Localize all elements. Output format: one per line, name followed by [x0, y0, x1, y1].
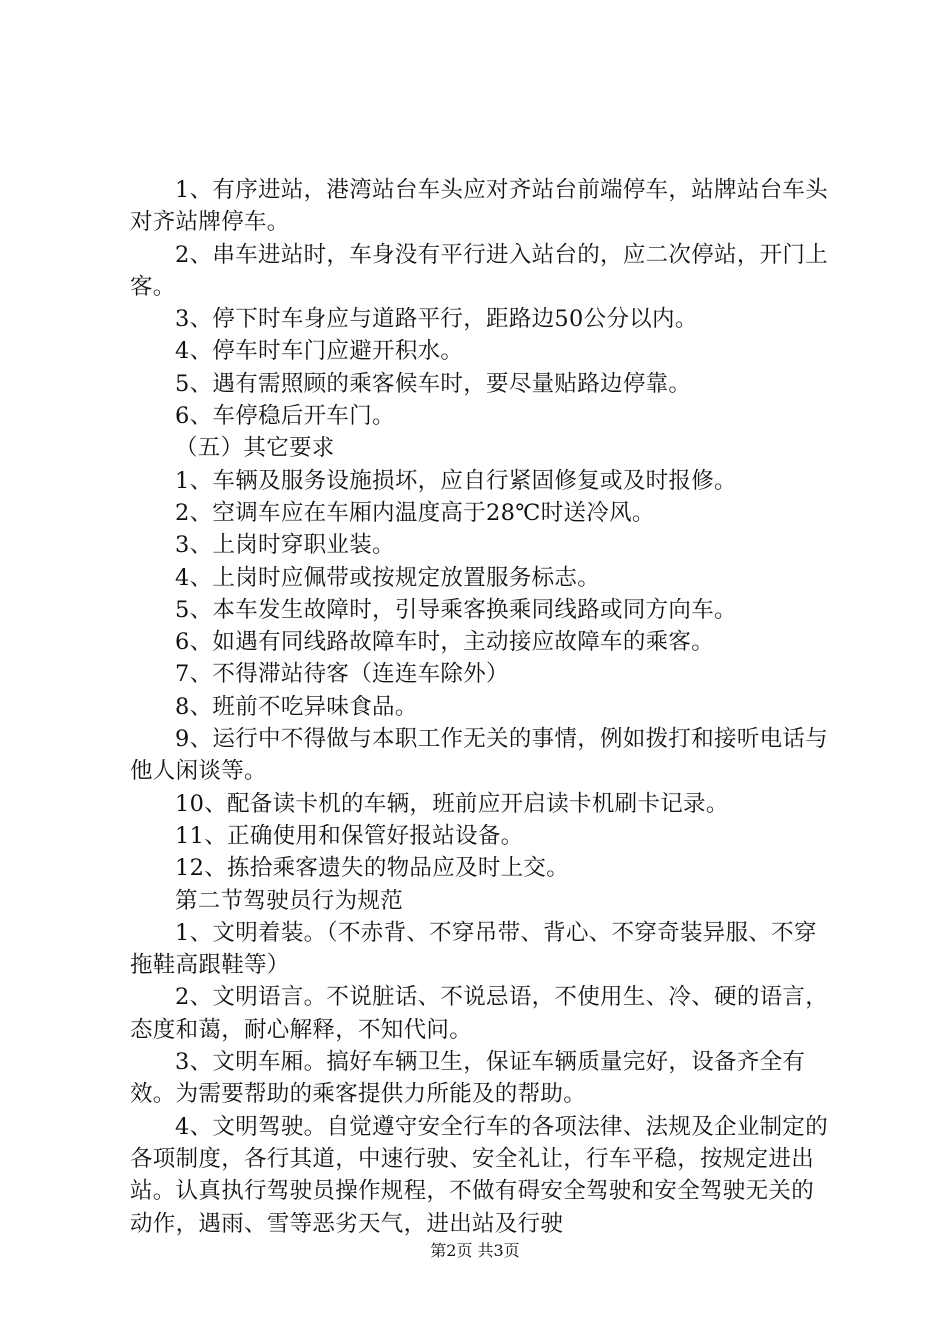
- paragraph: 3、上岗时穿职业装。: [175, 532, 395, 559]
- paragraph: 11、正确使用和保管好报站设备。: [175, 822, 524, 849]
- paragraph: 10、配备读卡机的车辆，班前应开启读卡机刷卡记录。: [175, 790, 729, 817]
- paragraph: 9、运行中不得做与本职工作无关的事情，例如拨打和接听电话与他人闲谈等。: [130, 726, 829, 785]
- paragraph: 4、文明驾驶。自觉遵守安全行车的各项法律、法规及企业制定的各项制度，各行其道，中速行驶、安全礼让，行车平稳，按规定进出站。认真执行驾驶员操作规程，不做有碍安全驾驶和安全驾驶无关的动作，遇雨、雪等恶劣天气，进出站及行驶: [130, 1113, 829, 1237]
- paragraph: 3、停下时车身应与道路平行，距路边50公分以内。: [175, 306, 698, 333]
- paragraph: 2、文明语言。不说脏话、不说忌语，不使用生、冷、硬的语言，态度和蔼，耐心解释，不知代问。: [130, 984, 829, 1043]
- paragraph: 6、车停稳后开车门。: [175, 403, 395, 430]
- paragraph: 4、停车时车门应避开积水。: [175, 338, 464, 365]
- paragraph: 12、拣拾乘客遗失的物品应及时上交。: [175, 855, 570, 882]
- paragraph: 5、本车发生故障时，引导乘客换乘同线路或同方向车。: [175, 596, 737, 623]
- paragraph: 5、遇有需照顾的乘客候车时，要尽量贴路边停靠。: [175, 370, 692, 397]
- paragraph: 6、如遇有同线路故障车时，主动接应故障车的乘客。: [175, 629, 715, 656]
- paragraph: 1、车辆及服务设施损坏，应自行紧固修复或及时报修。: [175, 467, 737, 494]
- paragraph: 4、上岗时应佩带或按规定放置服务标志。: [175, 564, 601, 591]
- page-number-label: 第2页 共3页: [430, 1241, 520, 1260]
- document-body: [130, 174, 835, 1240]
- paragraph: 1、有序进站，港湾站台车头应对齐站台前端停车，站牌站台车头对齐站牌停车。: [130, 177, 829, 236]
- paragraph: 1、文明着装。（不赤背、不穿吊带、背心、不穿奇装异服、不穿拖鞋高跟鞋等）: [130, 919, 817, 979]
- page-footer: [0, 1241, 950, 1261]
- paragraph: 2、空调车应在车厢内温度高于28℃时送冷风。: [175, 499, 655, 526]
- section-heading: （五）其它要求: [175, 435, 335, 462]
- paragraph: 3、文明车厢。搞好车辆卫生，保证车辆质量完好，设备齐全有效。为需要帮助的乘客提供力所能及的帮助。: [130, 1049, 806, 1108]
- paragraph: 2、串车进站时，车身没有平行进入站台的，应二次停站，开门上客。: [130, 241, 829, 300]
- paragraph: 7、不得滞站待客（连连车除外）: [175, 661, 509, 688]
- paragraph: 8、班前不吃异味食品。: [175, 693, 418, 720]
- section-heading: 第二节驾驶员行为规范: [175, 887, 404, 914]
